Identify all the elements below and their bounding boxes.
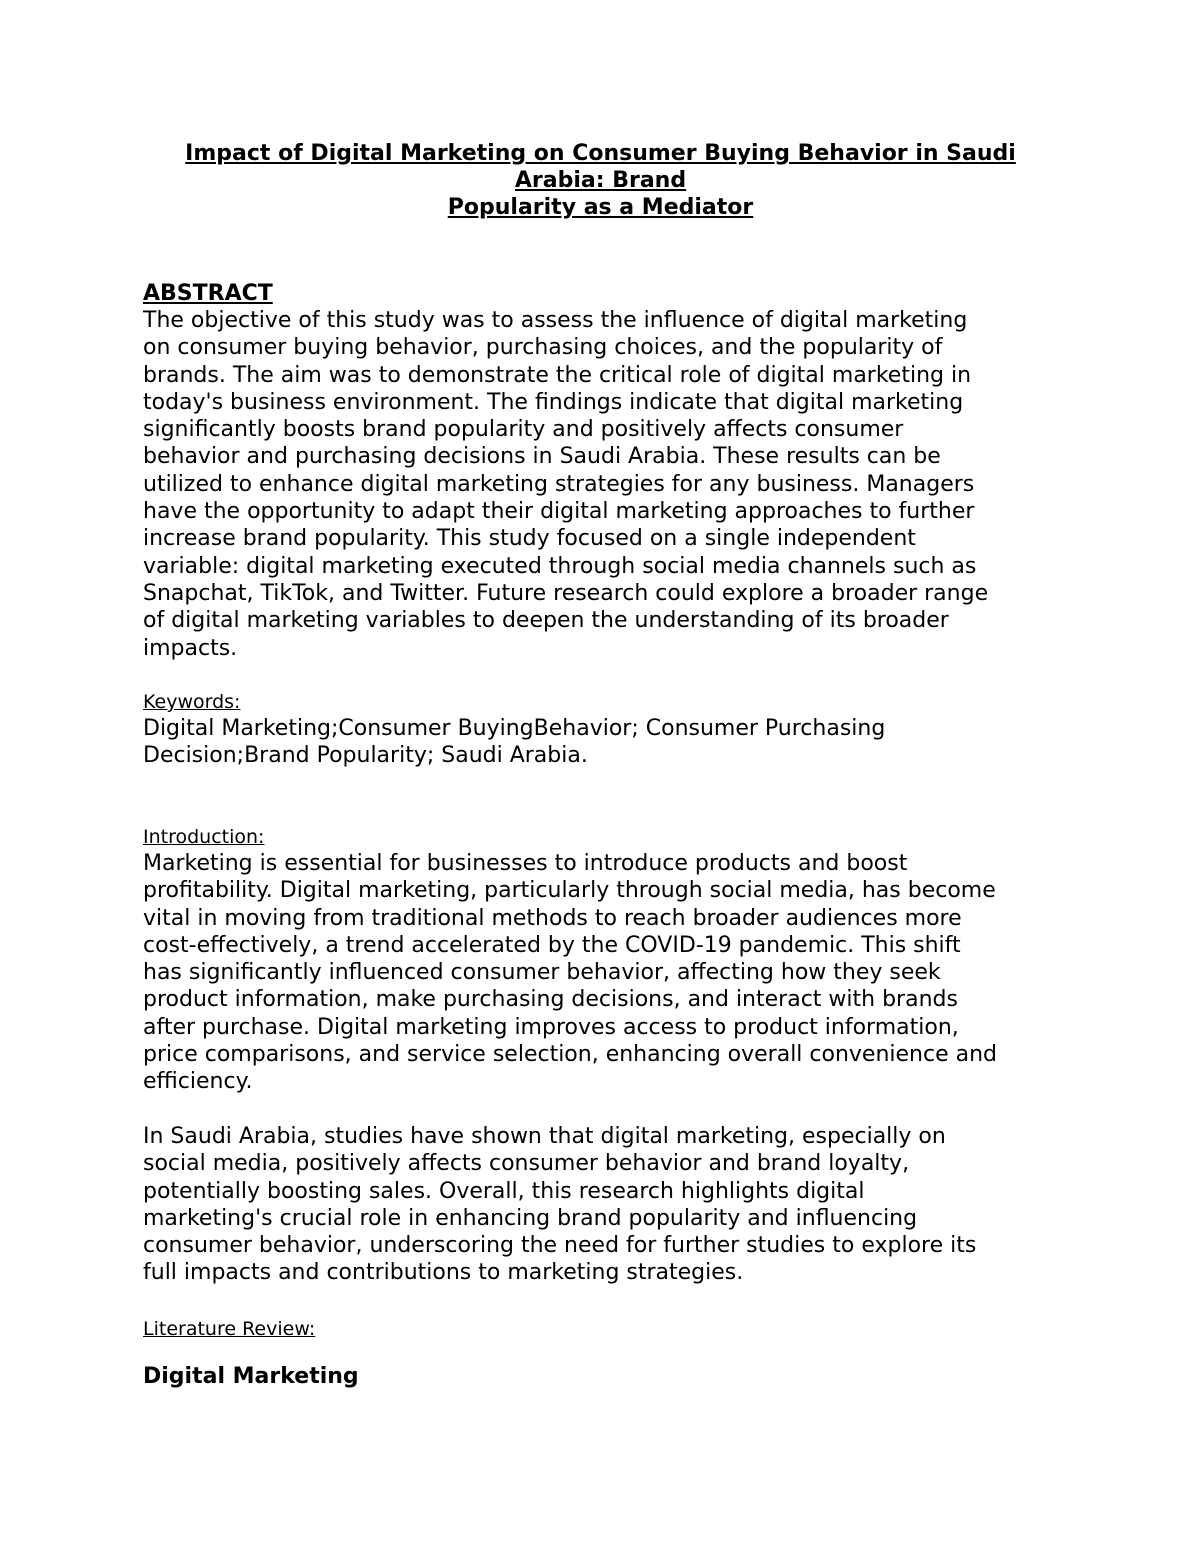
title-line-3: Popularity as a Mediator: [447, 195, 754, 220]
keywords-label: Keywords:: [143, 691, 241, 713]
document-page: [143, 140, 1058, 1389]
abstract-paragraph: The objective of this study was to assess the influence of digital marketing on consumer buying behavior, purchasing choices, and the popularity of brands. The aim was to demonstrate the critical role of digital marketing in today's business environment. The findings indicate that digital marketing significantly boosts brand popularity and positively affects consumer behavior and purchasing decisions in Saudi Arabia. These results can be utilized to enhance digital marketing strategies for any business. Managers have the opportunity to adapt their digital marketing approaches to further increase brand popularity. This study focused on a single independent variable: digital marketing executed through social media channels such as Snapchat, TikTok, and Twitter. Future research could explore a broader range of digital marketing variables to deepen the understanding of its broader impacts.: [143, 308, 989, 661]
digital-marketing-heading: Digital Marketing: [143, 1364, 359, 1389]
introduction-paragraph-1: Marketing is essential for businesses to introduce products and boost profitability. Digital marketing, particularly through social media, has become vital in moving from traditional methods to reach broader audiences more cost-effectively, a trend accelerated by the COVID-19 pandemic. This shift has significantly influenced consumer behavior, affecting how they seek product information, make purchasing decisions, and interact with brands after purchase. Digital marketing improves access to product information, price comparisons, and service selection, enhancing overall convenience and efficiency.: [143, 851, 998, 1095]
introduction-paragraph-2: In Saudi Arabia, studies have shown that digital marketing, especially on social media, positively affects consumer behavior and brand loyalty, potentially boosting sales. Overall, this research highlights digital marketing's crucial role in enhancing brand popularity and influencing consumer behavior, underscoring the need for further studies to explore its full impacts and contributions to marketing strategies.: [143, 1124, 977, 1286]
title-line-1: Impact of Digital Marketing on Consumer Buying Behavior in Saudi: [185, 141, 1016, 166]
document-title: [143, 140, 1058, 221]
title-line-2: Arabia: Brand: [514, 168, 687, 193]
abstract-heading: ABSTRACT: [143, 281, 273, 306]
literature-review-label: Literature Review:: [143, 1318, 316, 1340]
keywords-paragraph: Digital Marketing;Consumer BuyingBehavior; Consumer Purchasing Decision;Brand Popularity; Saudi Arabia.: [143, 716, 886, 769]
introduction-label: Introduction:: [143, 826, 265, 848]
